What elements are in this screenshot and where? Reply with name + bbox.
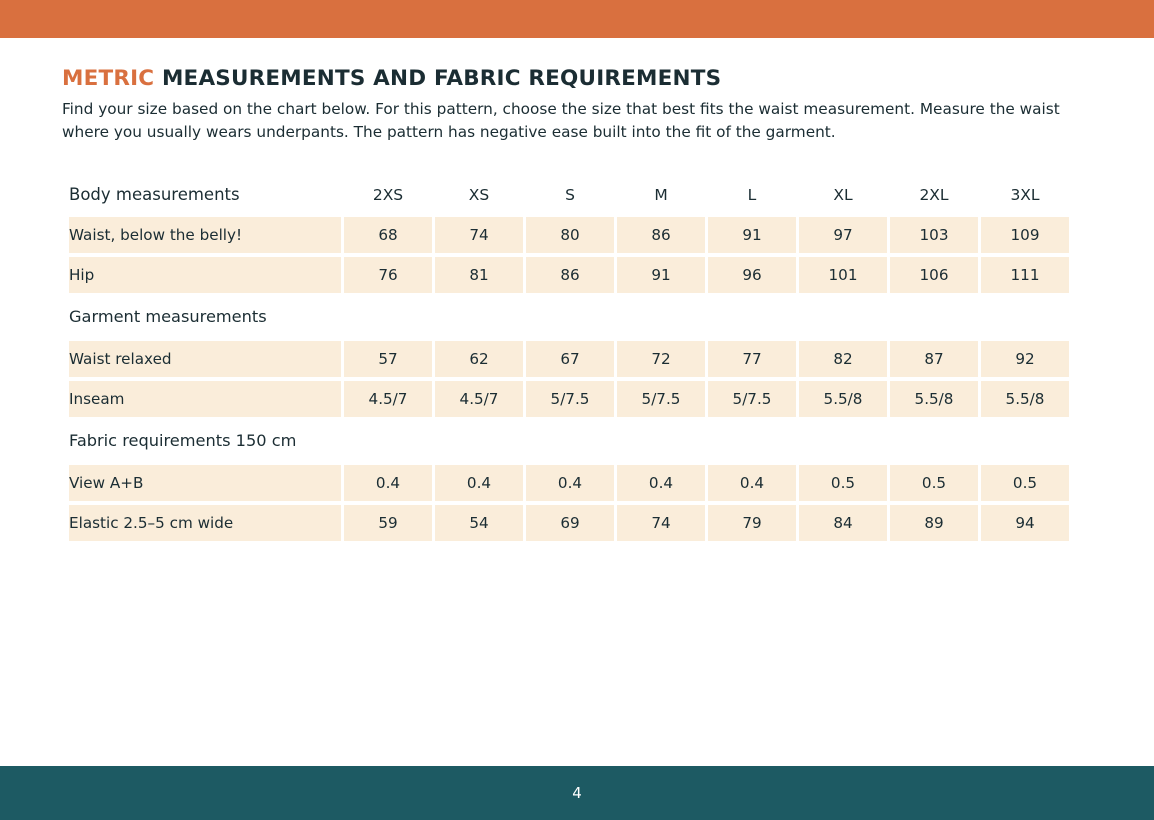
row-label: Waist relaxed [69,341,341,377]
row-value: 106 [890,257,978,293]
row-value: 4.5/7 [344,381,432,417]
footer-bar [0,766,1154,820]
row-value: 5.5/8 [890,381,978,417]
page-content [0,38,1154,545]
section-header-row [69,421,1069,461]
row-value: 5.5/8 [981,381,1069,417]
table-header-row [69,177,1069,213]
row-value: 59 [344,505,432,541]
row-value: 82 [799,341,887,377]
row-value: 68 [344,217,432,253]
row-value: 5/7.5 [708,381,796,417]
row-value: 91 [617,257,705,293]
row-value: 91 [708,217,796,253]
column-header-3xl: 3XL [1010,185,1040,204]
row-value: 67 [526,341,614,377]
row-value: 0.4 [344,465,432,501]
row-value: 87 [890,341,978,377]
section-header-garment: Garment measurements [69,307,267,326]
row-value: 101 [799,257,887,293]
table-row [69,217,1069,253]
column-header-xs: XS [468,185,490,204]
row-value: 86 [617,217,705,253]
row-value: 0.4 [617,465,705,501]
row-value: 74 [435,217,523,253]
column-header-xl: XL [833,185,853,204]
row-value: 84 [799,505,887,541]
column-header-s: S [565,185,575,204]
row-value: 0.5 [981,465,1069,501]
intro-paragraph: Find your size based on the chart below. For this pattern, choose the size that best fits the waist measurement. Measure the waist where you usually wears underpants. The pattern has negative ease built into the fit of the garment. [62,100,1060,142]
row-value: 94 [981,505,1069,541]
table-row [69,257,1069,293]
row-value: 0.4 [435,465,523,501]
row-value: 72 [617,341,705,377]
row-value: 76 [344,257,432,293]
table-row [69,465,1069,501]
row-value: 77 [708,341,796,377]
row-value: 5/7.5 [617,381,705,417]
row-value: 111 [981,257,1069,293]
section-header-fabric: Fabric requirements 150 cm [69,431,297,450]
size-chart-table [66,173,1072,545]
row-value: 0.5 [799,465,887,501]
table-row [69,381,1069,417]
table-row [69,341,1069,377]
row-label: View A+B [69,465,341,501]
page-title-rest: MEASUREMENTS AND FABRIC REQUIREMENTS [154,66,722,91]
row-value: 57 [344,341,432,377]
row-label: Hip [69,257,341,293]
row-value: 96 [708,257,796,293]
row-label: Elastic 2.5–5 cm wide [69,505,341,541]
table-header-label: Body measurements [69,185,240,204]
page-title-highlight: METRIC [62,66,155,91]
page-title [62,66,1154,91]
row-value: 5.5/8 [799,381,887,417]
row-value: 79 [708,505,796,541]
column-header-2xs: 2XS [372,185,404,204]
top-accent-bar [0,0,1154,38]
column-header-2xl: 2XL [919,185,949,204]
row-value: 89 [890,505,978,541]
row-label: Inseam [69,381,341,417]
table-row [69,505,1069,541]
page-number: 4 [572,784,582,802]
row-value: 4.5/7 [435,381,523,417]
row-value: 86 [526,257,614,293]
row-label: Waist, below the belly! [69,217,341,253]
row-value: 54 [435,505,523,541]
column-header-m: M [654,185,668,204]
row-value: 109 [981,217,1069,253]
row-value: 5/7.5 [526,381,614,417]
column-header-l: L [747,185,757,204]
row-value: 92 [981,341,1069,377]
row-value: 97 [799,217,887,253]
row-value: 80 [526,217,614,253]
row-value: 81 [435,257,523,293]
row-value: 0.4 [708,465,796,501]
row-value: 62 [435,341,523,377]
row-value: 0.5 [890,465,978,501]
section-header-row [69,297,1069,337]
row-value: 74 [617,505,705,541]
row-value: 0.4 [526,465,614,501]
row-value: 103 [890,217,978,253]
row-value: 69 [526,505,614,541]
